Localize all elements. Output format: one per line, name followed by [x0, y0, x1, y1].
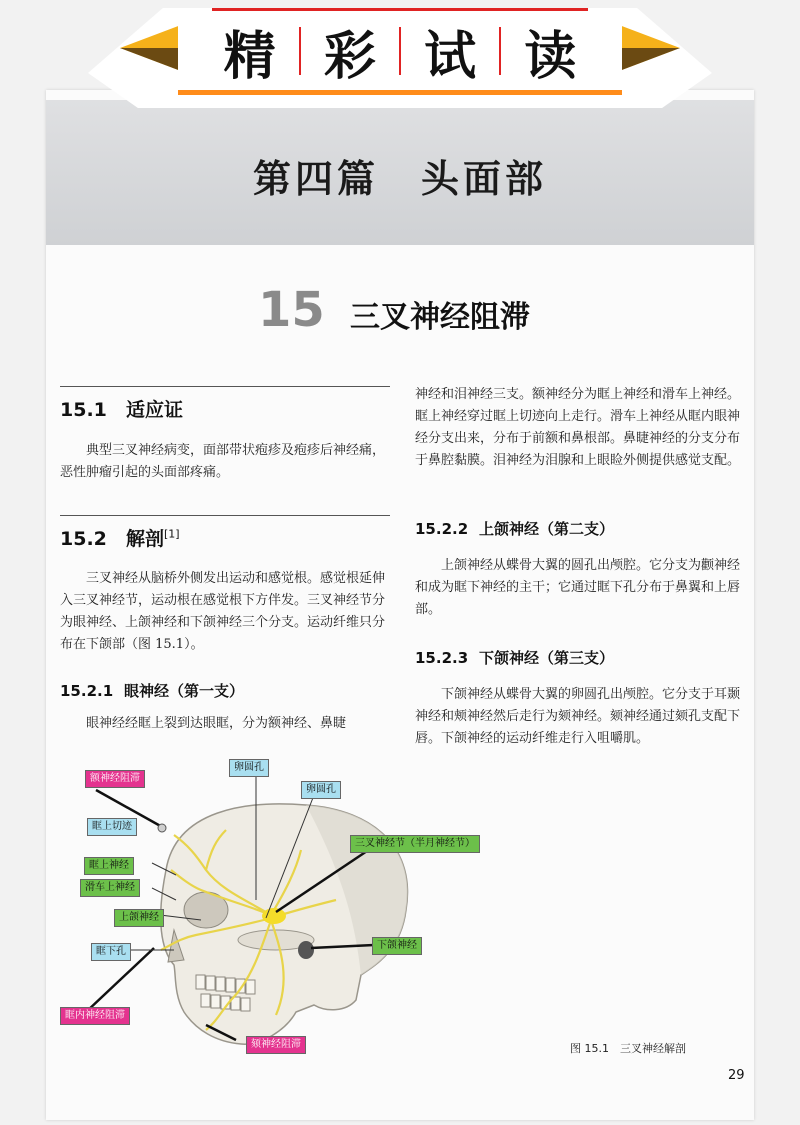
banner-divider — [399, 27, 401, 75]
label-mental-block: 颏神经阻滞 — [246, 1036, 306, 1054]
paragraph: 眼神经经眶上裂到达眼眶，分为额神经、鼻睫 — [86, 716, 347, 731]
subsection-number: 15.2.3 — [415, 649, 469, 667]
section-title: 适应证 — [126, 399, 184, 421]
gasserian-ganglion — [262, 908, 286, 924]
trigeminal-anatomy-figure — [56, 750, 496, 1070]
label-foramen-ovale: 卵圆孔 — [301, 781, 341, 799]
banner-divider — [499, 27, 501, 75]
section-title: 解剖 — [126, 528, 165, 550]
section-heading-15-2 — [60, 524, 180, 551]
subsection-title: 眼神经（第一支） — [124, 682, 245, 700]
subsection-number: 15.2.2 — [415, 520, 469, 538]
chapter-number: 15 — [258, 282, 325, 338]
label-orbital-block: 眶内神经阻滞 — [60, 1007, 130, 1025]
subsection-heading-15-2-3 — [415, 647, 614, 668]
section-number: 15.2 — [60, 528, 107, 550]
section-rule — [60, 386, 390, 387]
banner-char: 精 — [223, 26, 276, 87]
figure-caption: 图 15.1 三叉神经解剖 — [570, 1042, 686, 1055]
reference-mark: [1] — [164, 527, 180, 541]
banner-top-line — [212, 8, 588, 11]
part-title: 第四篇 头面部 — [252, 156, 547, 201]
chapter-title: 三叉神经阻滞 — [350, 300, 530, 335]
paragraph: 神经和泪神经三支。额神经分为眶上神经和滑车上神经。眶上神经穿过眶上切迹向上走行。滑车上神经从眶内眼神经分支出来，分布于前额和鼻根部。鼻睫神经的分支分布于鼻腔黏膜。泪神经为泪腺和上眼睑外侧提供感觉支配。 — [415, 387, 741, 468]
subsection-title: 上颌神经（第二支） — [479, 520, 615, 538]
subsection-title: 下颌神经（第三支） — [479, 649, 615, 667]
subsection-number: 15.2.1 — [60, 682, 114, 700]
banner-char: 彩 — [323, 26, 376, 87]
label-supraorbital-nerve: 眶上神经 — [84, 857, 134, 875]
label-trigeminal-ganglion: 三叉神经节（半月神经节） — [350, 835, 480, 853]
ear-canal — [298, 941, 314, 959]
page-number: 29 — [728, 1068, 745, 1083]
section-heading-15-1 — [60, 395, 183, 422]
label-mandibular-nerve: 下颌神经 — [372, 937, 422, 955]
section-rule — [60, 515, 390, 516]
banner-char: 试 — [424, 26, 477, 87]
preview-banner — [0, 0, 800, 110]
paragraph: 三叉神经从脑桥外侧发出运动和感觉根。感觉根延伸入三叉神经节，运动根在感觉根下方伴发。三叉神经节分为眼神经、上颌神经和下颌神经三个分支。运动纤维只分布在下颌部（图 15.1）。 — [60, 571, 386, 652]
subsection-heading-15-2-2 — [415, 518, 614, 539]
label-maxillary-nerve: 上颌神经 — [114, 909, 164, 927]
paragraph: 典型三叉神经病变，面部带状疱疹及疱疹后神经痛，恶性肿瘤引起的头面部疼痛。 — [60, 443, 386, 480]
label-supratrochlear-nerve: 滑车上神经 — [80, 879, 140, 897]
section-number: 15.1 — [60, 399, 107, 421]
label-frontal-block: 额神经阻滞 — [85, 770, 145, 788]
banner-char: 读 — [524, 26, 577, 87]
banner-divider — [299, 27, 301, 75]
label-infraorbital-foramen: 眶下孔 — [91, 943, 131, 961]
needle-hub — [158, 824, 166, 832]
label-foramen-ovale: 卵圆孔 — [229, 759, 269, 777]
label-supraorbital-notch: 眶上切迹 — [87, 818, 137, 836]
subsection-heading-15-2-1 — [60, 680, 244, 701]
banner-title — [212, 16, 588, 86]
paragraph: 上颌神经从蝶骨大翼的圆孔出颅腔。它分支为颧神经和成为眶下神经的主干；它通过眶下孔分布于鼻翼和上唇部。 — [415, 558, 741, 617]
paragraph: 下颌神经从蝶骨大翼的卵圆孔出颅腔。它分支于耳颞神经和颊神经然后走行为颏神经。颏神经通过颏孔支配下唇。下颌神经的运动纤维走行入咀嚼肌。 — [415, 687, 741, 746]
